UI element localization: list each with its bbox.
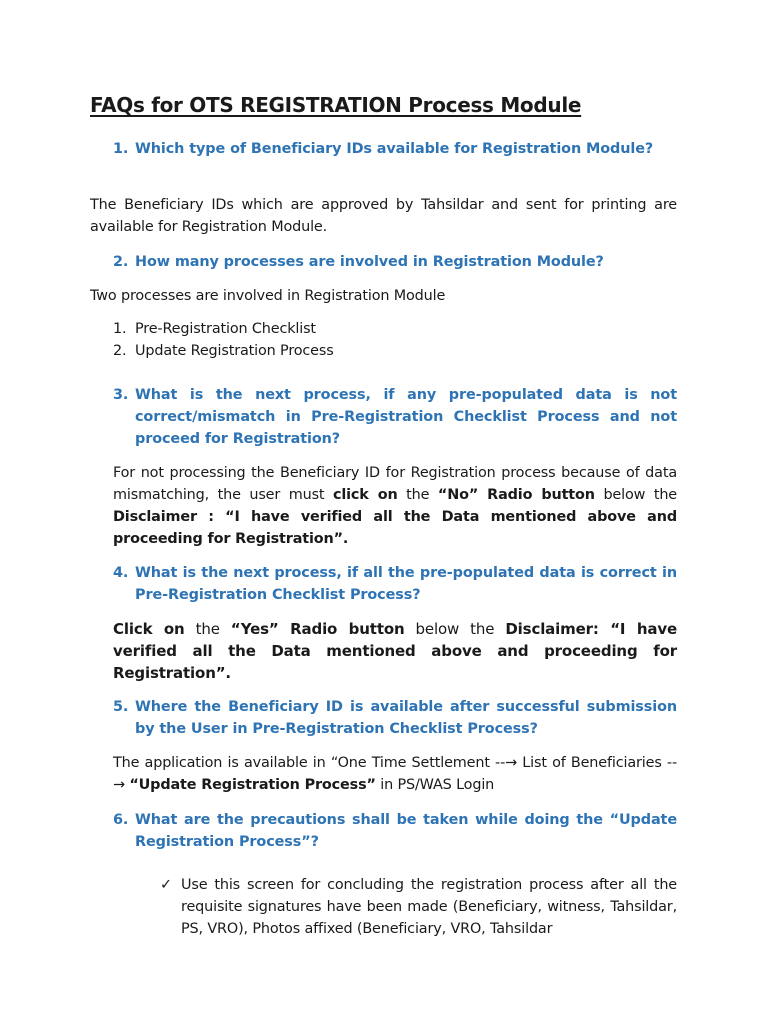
faq-answer-4: [113, 618, 677, 684]
faq-question-4: [113, 562, 677, 606]
question-number: 5.: [113, 699, 129, 715]
faq-answer-1: The Beneficiary IDs which are approved by Tahsildar and sent for printing are available for Registration Module.: [90, 197, 677, 235]
question-number: 6.: [113, 812, 129, 828]
list-item-text: Update Registration Process: [135, 343, 334, 359]
list-item: [113, 340, 334, 362]
answer-emphasis: Click on: [113, 620, 185, 638]
answer-emphasis: Disclaimer: “I have verified all the Data mentioned above and proceeding for Registration”.: [113, 620, 677, 682]
answer-text: The application is available in “One Time Settlement --→ List of Beneficiaries --→: [113, 755, 677, 793]
faq-question-6: [113, 809, 677, 853]
answer-emphasis: “Update Registration Process”: [129, 777, 376, 793]
page-title: FAQs for OTS REGISTRATION Process Module: [90, 93, 582, 117]
faq-answer-3: [113, 462, 677, 550]
answer-emphasis: click on: [332, 487, 398, 503]
question-number: 4.: [113, 565, 129, 581]
question-text: What are the precautions shall be taken while doing the “Update Registration Process”?: [135, 812, 677, 850]
faq-question-1: [113, 138, 677, 160]
question-number: 3.: [113, 387, 129, 403]
checklist-item-text: Use this screen for concluding the registration process after all the requisite signatures have been made (Beneficiary, witness, Tahsildar, PS, VRO), Photos affixed (Beneficiary, VRO, Tahsildar: [181, 877, 677, 937]
faq-question-2: [113, 251, 677, 273]
list-item-text: Pre-Registration Checklist: [135, 321, 316, 337]
answer-text: For not processing the Beneficiary ID for Registration process because of data mismatching, the user must: [113, 465, 677, 503]
question-text: Which type of Beneficiary IDs available for Registration Module?: [135, 141, 654, 157]
faq-question-3: [113, 384, 677, 450]
question-text: Where the Beneficiary ID is available after successful submission by the User in Pre-Registration Checklist Process?: [135, 699, 677, 737]
list-item-number: 1.: [113, 321, 127, 337]
faq-answer-2: Two processes are involved in Registration Module: [90, 288, 446, 304]
checkmark-icon: ✓: [160, 877, 172, 893]
list-item: [113, 318, 316, 340]
answer-text: the: [184, 620, 231, 638]
question-number: 2.: [113, 254, 129, 270]
faq-question-5: [113, 696, 677, 740]
answer-text: below the: [594, 487, 677, 503]
question-text: What is the next process, if any pre-populated data is not correct/mismatch in Pre-Registration Checklist Process and not proceed for Registration?: [135, 387, 677, 447]
checklist-item: [160, 874, 677, 940]
answer-text: the: [397, 487, 438, 503]
answer-text: in PS/WAS Login: [375, 777, 495, 793]
faq-answer-5: [113, 752, 677, 796]
answer-emphasis: Disclaimer : “I have verified all the Data mentioned above and proceeding for Registration”.: [113, 509, 677, 547]
answer-emphasis: “Yes” Radio button: [230, 620, 405, 638]
answer-emphasis: “No” Radio button: [437, 487, 595, 503]
question-number: 1.: [113, 141, 129, 157]
question-text: How many processes are involved in Registration Module?: [135, 254, 604, 270]
answer-text: below the: [404, 620, 506, 638]
list-item-number: 2.: [113, 343, 127, 359]
question-text: What is the next process, if all the pre-populated data is correct in Pre-Registration Checklist Process?: [135, 565, 677, 603]
